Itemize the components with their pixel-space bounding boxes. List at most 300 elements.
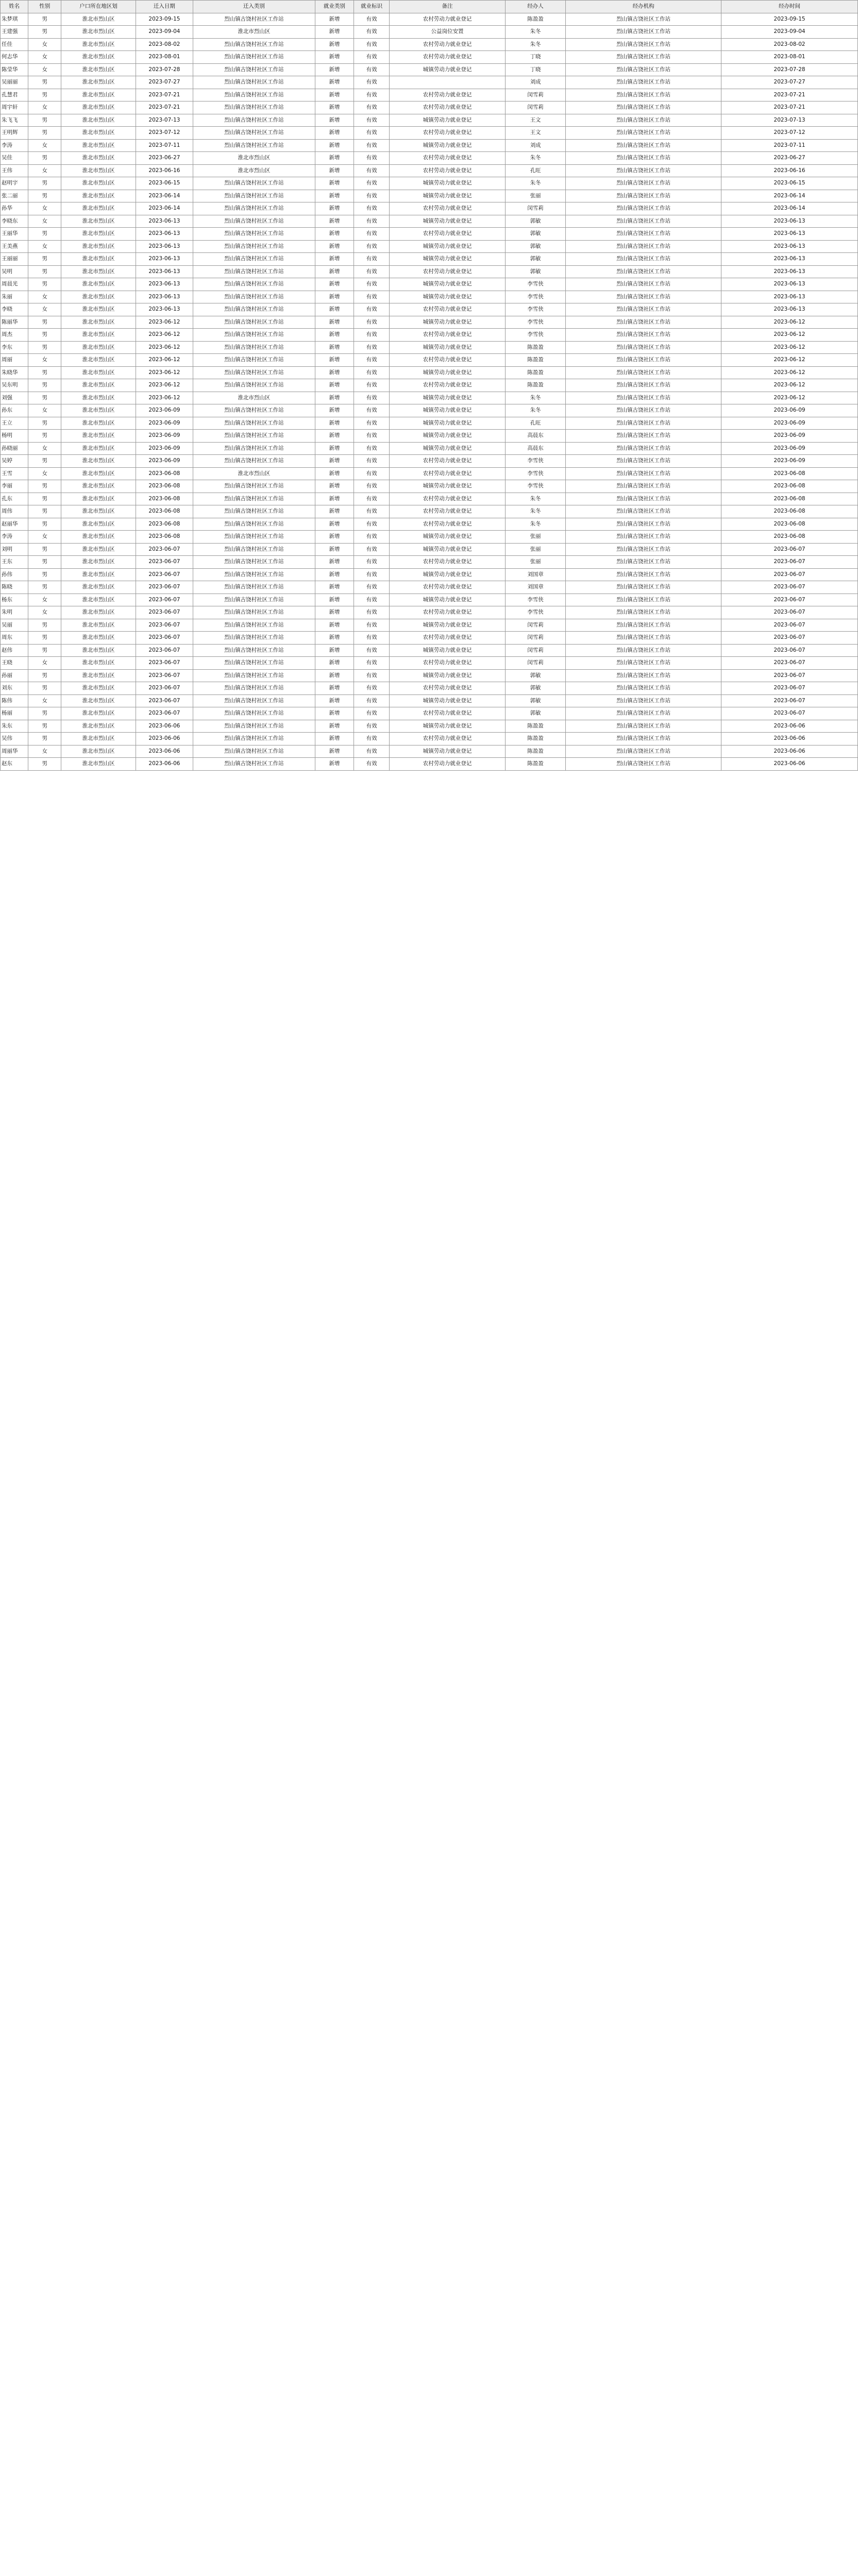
cell-movein-type: 烈山镇古饶村社区工作站 xyxy=(193,404,315,417)
cell-movein-date: 2023-06-12 xyxy=(136,316,193,329)
cell-remark: 城镇劳动力就业登记 xyxy=(390,139,506,152)
cell-movein-date: 2023-06-06 xyxy=(136,733,193,745)
cell-name: 王伟 xyxy=(1,164,28,177)
cell-movein-type: 烈山镇古饶村社区工作站 xyxy=(193,202,315,215)
cell-household: 淮北市烈山区 xyxy=(61,366,136,379)
cell-employment-flag: 有效 xyxy=(354,455,390,468)
cell-handler: 朱冬 xyxy=(505,152,565,165)
cell-agency: 烈山镇古饶社区工作站 xyxy=(566,467,721,480)
cell-household: 淮北市烈山区 xyxy=(61,303,136,316)
cell-movein-date: 2023-06-06 xyxy=(136,720,193,733)
cell-employment-flag: 有效 xyxy=(354,38,390,51)
cell-employment-flag: 有效 xyxy=(354,366,390,379)
cell-movein-type: 烈山镇古饶村社区工作站 xyxy=(193,669,315,682)
cell-agency: 烈山镇古饶社区工作站 xyxy=(566,669,721,682)
cell-handled-time: 2023-06-08 xyxy=(721,531,858,544)
cell-employment-flag: 有效 xyxy=(354,518,390,531)
cell-remark: 农村劳动力就业登记 xyxy=(390,303,506,316)
cell-agency: 烈山镇古饶社区工作站 xyxy=(566,354,721,367)
cell-movein-type: 烈山镇古饶村社区工作站 xyxy=(193,354,315,367)
cell-agency: 烈山镇古饶社区工作站 xyxy=(566,278,721,291)
cell-household: 淮北市烈山区 xyxy=(61,455,136,468)
cell-name: 王美燕 xyxy=(1,240,28,253)
cell-employment-flag: 有效 xyxy=(354,543,390,556)
cell-remark: 农村劳动力就业登记 xyxy=(390,265,506,278)
cell-movein-date: 2023-06-06 xyxy=(136,745,193,758)
cell-remark: 城镇劳动力就业登记 xyxy=(390,619,506,632)
cell-remark: 城镇劳动力就业登记 xyxy=(390,392,506,404)
cell-household: 淮北市烈山区 xyxy=(61,164,136,177)
cell-handler: 李雪侠 xyxy=(505,329,565,342)
table-row xyxy=(1,228,858,241)
cell-name: 何志华 xyxy=(1,51,28,64)
cell-employment-type: 新增 xyxy=(315,632,354,645)
cell-handler: 朱冬 xyxy=(505,26,565,39)
cell-movein-date: 2023-06-13 xyxy=(136,240,193,253)
cell-handled-time: 2023-06-06 xyxy=(721,745,858,758)
cell-employment-flag: 有效 xyxy=(354,531,390,544)
cell-movein-type: 烈山镇古饶村社区工作站 xyxy=(193,644,315,657)
header-household: 户口所在地区划 xyxy=(61,1,136,13)
table-row xyxy=(1,329,858,342)
cell-remark: 农村劳动力就业登记 xyxy=(390,505,506,518)
cell-employment-type: 新增 xyxy=(315,568,354,581)
table-row xyxy=(1,606,858,619)
cell-handler: 陈盈盈 xyxy=(505,379,565,392)
cell-remark: 城镇劳动力就业登记 xyxy=(390,291,506,303)
cell-household: 淮北市烈山区 xyxy=(61,505,136,518)
table-row xyxy=(1,694,858,707)
cell-movein-date: 2023-08-01 xyxy=(136,51,193,64)
cell-movein-date: 2023-06-08 xyxy=(136,518,193,531)
cell-household: 淮北市烈山区 xyxy=(61,556,136,569)
cell-employment-flag: 有效 xyxy=(354,202,390,215)
cell-name: 赵东 xyxy=(1,758,28,771)
cell-remark: 城镇劳动力就业登记 xyxy=(390,190,506,202)
cell-household: 淮北市烈山区 xyxy=(61,707,136,720)
cell-employment-flag: 有效 xyxy=(354,442,390,455)
cell-agency: 烈山镇古饶社区工作站 xyxy=(566,63,721,76)
cell-handler: 王文 xyxy=(505,127,565,140)
cell-movein-date: 2023-06-07 xyxy=(136,556,193,569)
cell-gender: 女 xyxy=(28,694,61,707)
cell-handler: 闵雪莉 xyxy=(505,632,565,645)
cell-handled-time: 2023-07-11 xyxy=(721,139,858,152)
cell-employment-type: 新增 xyxy=(315,139,354,152)
cell-agency: 烈山镇古饶社区工作站 xyxy=(566,581,721,594)
table-row xyxy=(1,430,858,443)
cell-household: 淮北市烈山区 xyxy=(61,682,136,695)
cell-movein-date: 2023-06-08 xyxy=(136,493,193,505)
cell-name: 赵明宇 xyxy=(1,177,28,190)
cell-handled-time: 2023-06-07 xyxy=(721,669,858,682)
cell-gender: 女 xyxy=(28,404,61,417)
cell-gender: 男 xyxy=(28,392,61,404)
cell-movein-date: 2023-06-07 xyxy=(136,694,193,707)
spreadsheet xyxy=(0,0,858,771)
cell-movein-date: 2023-07-21 xyxy=(136,101,193,114)
cell-household: 淮北市烈山区 xyxy=(61,316,136,329)
cell-employment-flag: 有效 xyxy=(354,114,390,127)
cell-movein-type: 烈山镇古饶村社区工作站 xyxy=(193,455,315,468)
cell-household: 淮北市烈山区 xyxy=(61,253,136,266)
cell-employment-flag: 有效 xyxy=(354,606,390,619)
table-body xyxy=(1,13,858,770)
cell-gender: 男 xyxy=(28,89,61,101)
table-row xyxy=(1,581,858,594)
cell-movein-date: 2023-06-09 xyxy=(136,442,193,455)
cell-movein-date: 2023-07-21 xyxy=(136,89,193,101)
cell-employment-flag: 有效 xyxy=(354,215,390,228)
cell-agency: 烈山镇古饶社区工作站 xyxy=(566,758,721,771)
cell-agency: 烈山镇古饶社区工作站 xyxy=(566,265,721,278)
cell-household: 淮北市烈山区 xyxy=(61,265,136,278)
cell-gender: 男 xyxy=(28,13,61,26)
cell-movein-type: 烈山镇古饶村社区工作站 xyxy=(193,228,315,241)
cell-movein-date: 2023-06-12 xyxy=(136,341,193,354)
cell-agency: 烈山镇古饶社区工作站 xyxy=(566,76,721,89)
cell-remark: 农村劳动力就业登记 xyxy=(390,657,506,670)
cell-employment-flag: 有效 xyxy=(354,392,390,404)
cell-movein-type: 烈山镇古饶村社区工作站 xyxy=(193,303,315,316)
cell-movein-type: 淮北市烈山区 xyxy=(193,392,315,404)
cell-remark: 城镇劳动力就业登记 xyxy=(390,531,506,544)
cell-agency: 烈山镇古饶社区工作站 xyxy=(566,240,721,253)
cell-gender: 女 xyxy=(28,240,61,253)
cell-gender: 男 xyxy=(28,682,61,695)
cell-name: 孙晓丽 xyxy=(1,442,28,455)
cell-handler: 张丽 xyxy=(505,531,565,544)
cell-movein-type: 烈山镇古饶村社区工作站 xyxy=(193,480,315,493)
cell-employment-flag: 有效 xyxy=(354,505,390,518)
cell-employment-flag: 有效 xyxy=(354,278,390,291)
cell-remark: 农村劳动力就业登记 xyxy=(390,467,506,480)
cell-handled-time: 2023-06-07 xyxy=(721,568,858,581)
cell-employment-type: 新增 xyxy=(315,657,354,670)
cell-handler: 孔旺 xyxy=(505,164,565,177)
cell-handler: 陈盈盈 xyxy=(505,733,565,745)
cell-handled-time: 2023-06-07 xyxy=(721,581,858,594)
cell-name: 任佳 xyxy=(1,38,28,51)
cell-movein-date: 2023-09-04 xyxy=(136,26,193,39)
cell-household: 淮北市烈山区 xyxy=(61,480,136,493)
cell-employment-type: 新增 xyxy=(315,644,354,657)
cell-household: 淮北市烈山区 xyxy=(61,531,136,544)
cell-name: 王丽华 xyxy=(1,228,28,241)
cell-handler: 闵雪莉 xyxy=(505,657,565,670)
cell-agency: 烈山镇古饶社区工作站 xyxy=(566,745,721,758)
cell-employment-type: 新增 xyxy=(315,354,354,367)
cell-handled-time: 2023-06-07 xyxy=(721,682,858,695)
cell-employment-type: 新增 xyxy=(315,51,354,64)
cell-movein-date: 2023-06-06 xyxy=(136,758,193,771)
cell-employment-flag: 有效 xyxy=(354,480,390,493)
cell-movein-date: 2023-06-12 xyxy=(136,329,193,342)
cell-employment-flag: 有效 xyxy=(354,694,390,707)
cell-remark xyxy=(390,76,506,89)
cell-agency: 烈山镇古饶社区工作站 xyxy=(566,329,721,342)
cell-remark: 城镇劳动力就业登记 xyxy=(390,594,506,606)
cell-gender: 女 xyxy=(28,51,61,64)
cell-remark: 城镇劳动力就业登记 xyxy=(390,480,506,493)
cell-remark: 城镇劳动力就业登记 xyxy=(390,316,506,329)
cell-employment-type: 新增 xyxy=(315,682,354,695)
data-table xyxy=(0,0,858,771)
cell-agency: 烈山镇古饶社区工作站 xyxy=(566,619,721,632)
cell-household: 淮北市烈山区 xyxy=(61,720,136,733)
cell-employment-flag: 有效 xyxy=(354,13,390,26)
cell-gender: 男 xyxy=(28,733,61,745)
cell-remark: 城镇劳动力就业登记 xyxy=(390,240,506,253)
cell-gender: 女 xyxy=(28,303,61,316)
cell-employment-flag: 有效 xyxy=(354,430,390,443)
cell-handled-time: 2023-06-13 xyxy=(721,253,858,266)
cell-movein-type: 烈山镇古饶村社区工作站 xyxy=(193,63,315,76)
cell-name: 孔东 xyxy=(1,493,28,505)
table-row xyxy=(1,556,858,569)
table-row xyxy=(1,720,858,733)
cell-movein-date: 2023-06-07 xyxy=(136,707,193,720)
cell-movein-date: 2023-06-09 xyxy=(136,430,193,443)
cell-agency: 烈山镇古饶社区工作站 xyxy=(566,606,721,619)
cell-remark: 农村劳动力就业登记 xyxy=(390,581,506,594)
cell-household: 淮北市烈山区 xyxy=(61,581,136,594)
cell-gender: 女 xyxy=(28,442,61,455)
cell-handled-time: 2023-06-08 xyxy=(721,493,858,505)
cell-employment-flag: 有效 xyxy=(354,51,390,64)
cell-gender: 男 xyxy=(28,190,61,202)
cell-movein-date: 2023-06-07 xyxy=(136,594,193,606)
cell-movein-type: 烈山镇古饶村社区工作站 xyxy=(193,707,315,720)
cell-movein-type: 烈山镇古饶村社区工作站 xyxy=(193,101,315,114)
cell-agency: 烈山镇古饶社区工作站 xyxy=(566,26,721,39)
cell-household: 淮北市烈山区 xyxy=(61,177,136,190)
cell-employment-type: 新增 xyxy=(315,467,354,480)
cell-handler: 闵雪莉 xyxy=(505,644,565,657)
cell-movein-date: 2023-09-15 xyxy=(136,13,193,26)
cell-handled-time: 2023-06-09 xyxy=(721,404,858,417)
table-row xyxy=(1,114,858,127)
cell-gender: 女 xyxy=(28,606,61,619)
cell-employment-type: 新增 xyxy=(315,758,354,771)
cell-agency: 烈山镇古饶社区工作站 xyxy=(566,694,721,707)
cell-employment-flag: 有效 xyxy=(354,341,390,354)
cell-gender: 男 xyxy=(28,505,61,518)
table-row xyxy=(1,619,858,632)
cell-agency: 烈山镇古饶社区工作站 xyxy=(566,392,721,404)
cell-agency: 烈山镇古饶社区工作站 xyxy=(566,531,721,544)
cell-employment-type: 新增 xyxy=(315,518,354,531)
cell-employment-flag: 有效 xyxy=(354,581,390,594)
cell-employment-flag: 有效 xyxy=(354,404,390,417)
cell-agency: 烈山镇古饶社区工作站 xyxy=(566,114,721,127)
cell-handled-time: 2023-06-12 xyxy=(721,341,858,354)
cell-gender: 女 xyxy=(28,291,61,303)
cell-gender: 男 xyxy=(28,480,61,493)
cell-employment-flag: 有效 xyxy=(354,26,390,39)
cell-gender: 男 xyxy=(28,720,61,733)
cell-handled-time: 2023-06-12 xyxy=(721,354,858,367)
cell-household: 淮北市烈山区 xyxy=(61,392,136,404)
table-row xyxy=(1,632,858,645)
cell-gender: 男 xyxy=(28,379,61,392)
cell-household: 淮北市烈山区 xyxy=(61,669,136,682)
cell-name: 孙华 xyxy=(1,202,28,215)
cell-movein-date: 2023-06-13 xyxy=(136,215,193,228)
table-row xyxy=(1,51,858,64)
cell-remark: 城镇劳动力就业登记 xyxy=(390,720,506,733)
cell-movein-type: 淮北市烈山区 xyxy=(193,467,315,480)
cell-handled-time: 2023-08-02 xyxy=(721,38,858,51)
cell-movein-date: 2023-06-16 xyxy=(136,164,193,177)
cell-remark: 农村劳动力就业登记 xyxy=(390,707,506,720)
cell-employment-flag: 有效 xyxy=(354,139,390,152)
cell-employment-flag: 有效 xyxy=(354,745,390,758)
cell-handler: 李雪侠 xyxy=(505,291,565,303)
table-row xyxy=(1,152,858,165)
cell-movein-type: 烈山镇古饶村社区工作站 xyxy=(193,114,315,127)
cell-employment-flag: 有效 xyxy=(354,568,390,581)
cell-movein-date: 2023-06-13 xyxy=(136,253,193,266)
cell-handled-time: 2023-09-15 xyxy=(721,13,858,26)
cell-movein-type: 烈山镇古饶村社区工作站 xyxy=(193,240,315,253)
table-row xyxy=(1,89,858,101)
cell-employment-flag: 有效 xyxy=(354,101,390,114)
cell-employment-type: 新增 xyxy=(315,581,354,594)
cell-household: 淮北市烈山区 xyxy=(61,442,136,455)
cell-remark: 农村劳动力就业登记 xyxy=(390,758,506,771)
cell-household: 淮北市烈山区 xyxy=(61,694,136,707)
cell-handled-time: 2023-06-09 xyxy=(721,417,858,430)
cell-gender: 男 xyxy=(28,316,61,329)
cell-handled-time: 2023-06-09 xyxy=(721,430,858,443)
cell-movein-type: 烈山镇古饶村社区工作站 xyxy=(193,215,315,228)
cell-name: 朱丽 xyxy=(1,291,28,303)
cell-gender: 男 xyxy=(28,366,61,379)
cell-handler: 朱冬 xyxy=(505,177,565,190)
cell-handler: 朱冬 xyxy=(505,505,565,518)
cell-movein-type: 淮北市烈山区 xyxy=(193,152,315,165)
cell-movein-date: 2023-06-27 xyxy=(136,152,193,165)
table-row xyxy=(1,379,858,392)
cell-remark: 城镇劳动力就业登记 xyxy=(390,341,506,354)
cell-handled-time: 2023-06-06 xyxy=(721,720,858,733)
cell-employment-type: 新增 xyxy=(315,202,354,215)
cell-name: 陈伟 xyxy=(1,694,28,707)
table-row xyxy=(1,341,858,354)
table-row xyxy=(1,505,858,518)
table-row xyxy=(1,518,858,531)
cell-employment-flag: 有效 xyxy=(354,669,390,682)
cell-employment-type: 新增 xyxy=(315,404,354,417)
cell-handler: 李雪侠 xyxy=(505,303,565,316)
cell-household: 淮北市烈山区 xyxy=(61,493,136,505)
cell-household: 淮北市烈山区 xyxy=(61,76,136,89)
cell-handler: 朱冬 xyxy=(505,493,565,505)
cell-name: 孙东 xyxy=(1,404,28,417)
cell-agency: 烈山镇古饶社区工作站 xyxy=(566,228,721,241)
cell-employment-type: 新增 xyxy=(315,720,354,733)
cell-name: 李东 xyxy=(1,341,28,354)
table-row xyxy=(1,669,858,682)
cell-movein-date: 2023-06-15 xyxy=(136,177,193,190)
cell-movein-type: 烈山镇古饶村社区工作站 xyxy=(193,619,315,632)
cell-employment-type: 新增 xyxy=(315,366,354,379)
cell-name: 张二丽 xyxy=(1,190,28,202)
cell-handled-time: 2023-06-07 xyxy=(721,694,858,707)
cell-gender: 男 xyxy=(28,707,61,720)
cell-agency: 烈山镇古饶社区工作站 xyxy=(566,455,721,468)
cell-handled-time: 2023-06-07 xyxy=(721,543,858,556)
cell-gender: 女 xyxy=(28,202,61,215)
cell-handler: 郭敏 xyxy=(505,707,565,720)
cell-handler: 刘国章 xyxy=(505,581,565,594)
cell-name: 李晓 xyxy=(1,303,28,316)
cell-handled-time: 2023-07-21 xyxy=(721,89,858,101)
cell-gender: 男 xyxy=(28,455,61,468)
cell-gender: 女 xyxy=(28,594,61,606)
cell-agency: 烈山镇古饶社区工作站 xyxy=(566,430,721,443)
cell-remark: 城镇劳动力就业登记 xyxy=(390,430,506,443)
cell-gender: 男 xyxy=(28,568,61,581)
cell-movein-date: 2023-07-28 xyxy=(136,63,193,76)
table-row xyxy=(1,303,858,316)
cell-household: 淮北市烈山区 xyxy=(61,291,136,303)
cell-name: 周宇轩 xyxy=(1,101,28,114)
cell-movein-type: 烈山镇古饶村社区工作站 xyxy=(193,518,315,531)
cell-handler: 陈盈盈 xyxy=(505,354,565,367)
cell-agency: 烈山镇古饶社区工作站 xyxy=(566,417,721,430)
cell-household: 淮北市烈山区 xyxy=(61,101,136,114)
cell-handler: 李雪侠 xyxy=(505,316,565,329)
cell-employment-type: 新增 xyxy=(315,114,354,127)
cell-movein-type: 烈山镇古饶村社区工作站 xyxy=(193,493,315,505)
cell-employment-type: 新增 xyxy=(315,379,354,392)
cell-household: 淮北市烈山区 xyxy=(61,215,136,228)
cell-movein-date: 2023-08-02 xyxy=(136,38,193,51)
cell-remark: 农村劳动力就业登记 xyxy=(390,682,506,695)
cell-handler: 李雪侠 xyxy=(505,480,565,493)
cell-employment-flag: 有效 xyxy=(354,89,390,101)
cell-handler: 陈盈盈 xyxy=(505,758,565,771)
cell-handler: 李雪侠 xyxy=(505,467,565,480)
cell-gender: 男 xyxy=(28,152,61,165)
table-row xyxy=(1,758,858,771)
cell-name: 王东 xyxy=(1,556,28,569)
cell-household: 淮北市烈山区 xyxy=(61,644,136,657)
cell-household: 淮北市烈山区 xyxy=(61,404,136,417)
cell-handled-time: 2023-06-07 xyxy=(721,594,858,606)
cell-movein-type: 烈山镇古饶村社区工作站 xyxy=(193,379,315,392)
cell-household: 淮北市烈山区 xyxy=(61,13,136,26)
cell-employment-flag: 有效 xyxy=(354,619,390,632)
cell-name: 王明辉 xyxy=(1,127,28,140)
cell-name: 李晓东 xyxy=(1,215,28,228)
cell-employment-type: 新增 xyxy=(315,253,354,266)
table-row xyxy=(1,253,858,266)
table-row xyxy=(1,417,858,430)
cell-movein-date: 2023-06-13 xyxy=(136,265,193,278)
cell-household: 淮北市烈山区 xyxy=(61,240,136,253)
cell-handler: 朱冬 xyxy=(505,404,565,417)
cell-name: 王立 xyxy=(1,417,28,430)
header-remark: 备注 xyxy=(390,1,506,13)
cell-movein-type: 烈山镇古饶村社区工作站 xyxy=(193,127,315,140)
cell-agency: 烈山镇古饶社区工作站 xyxy=(566,493,721,505)
cell-handled-time: 2023-06-12 xyxy=(721,392,858,404)
cell-handled-time: 2023-06-09 xyxy=(721,455,858,468)
cell-movein-date: 2023-06-09 xyxy=(136,455,193,468)
